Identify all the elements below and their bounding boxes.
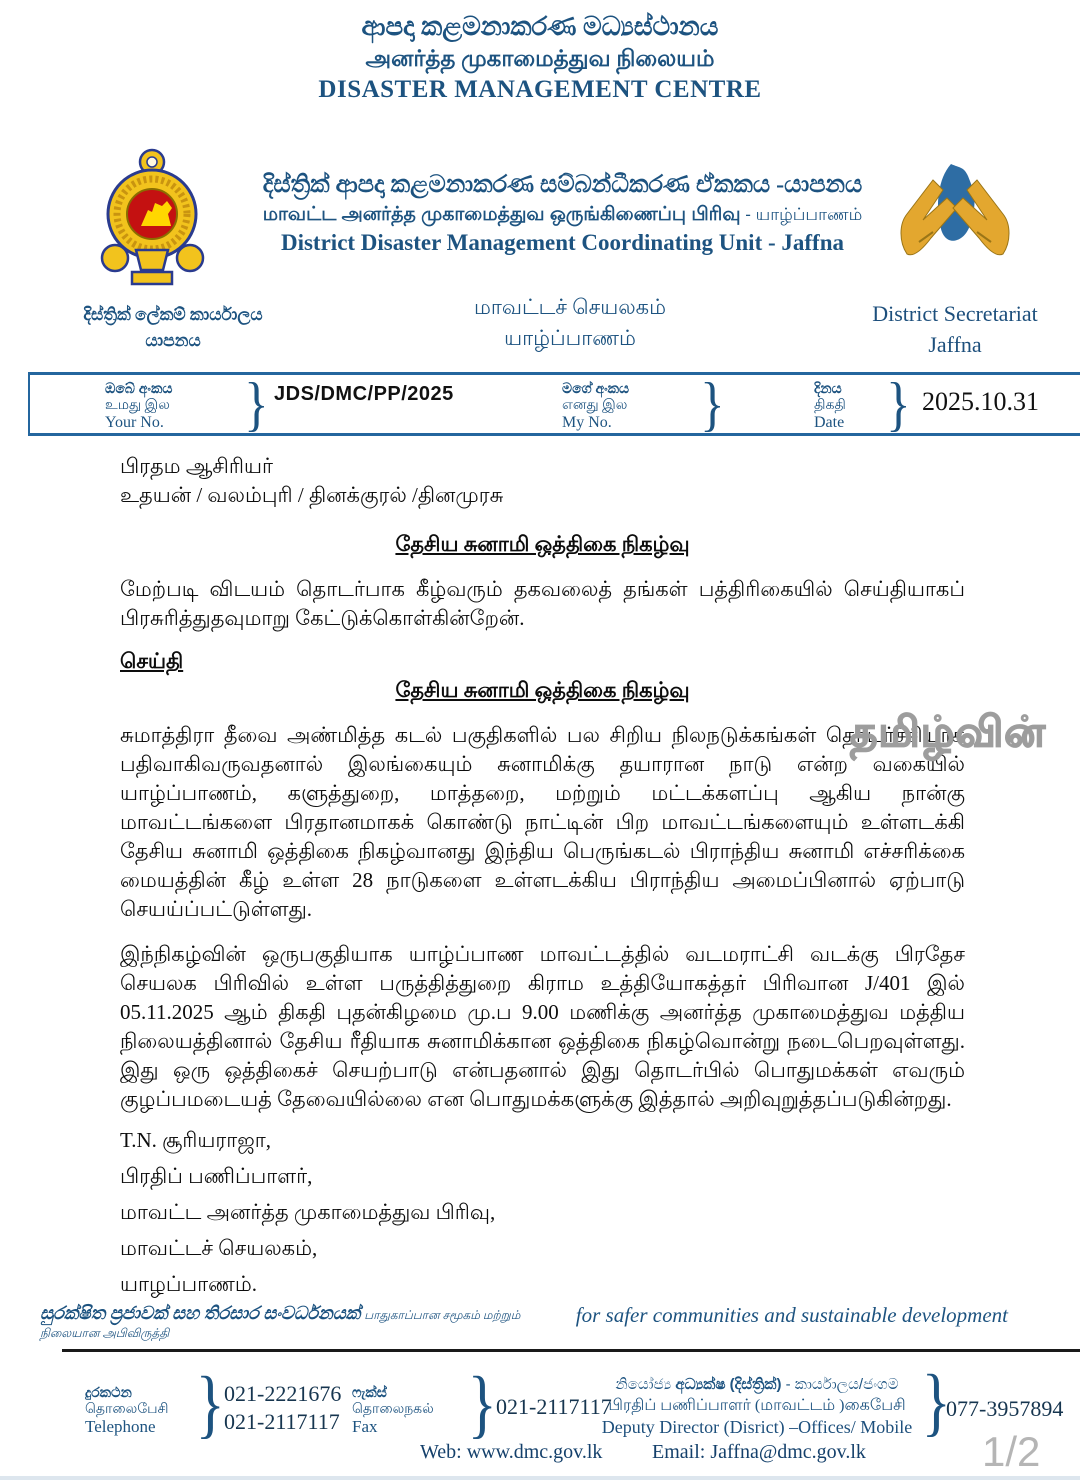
- brace-mobile: }: [921, 1360, 951, 1444]
- deputy-director-label-ta: பிரதிப் பணிப்பாளர் (மாவட்டம் )கைபேசி: [608, 1397, 906, 1414]
- signature-unit: மாவட்ட அனர்த்த முகாமைத்துவ பிரிவு,: [120, 1200, 496, 1224]
- deputy-director-label-en: Deputy Director (Disrict) –Offices/ Mobile: [601, 1417, 913, 1437]
- left-caption-line2: යාපනය: [145, 331, 201, 350]
- center-caption-line2: யாழ்ப்பாணம்: [504, 326, 636, 350]
- telephone-value-1: 021-2221676: [224, 1381, 342, 1406]
- fax-label-si: ෆැක්ස්: [352, 1384, 387, 1400]
- telephone-label: [85, 1384, 169, 1435]
- deputy-director-label: [598, 1376, 916, 1438]
- paragraph-1: மேற்படி விடயம் தொடர்பாக கீழ்வரும் தகவலைத் தங்கள் பத்திரிகையில் செய்தியாகப் பிரசுரித்துதவுமாறு கேட்டுக்கொள்கின்றேன்.: [120, 577, 965, 630]
- paragraph-2: சுமாத்திரா தீவை அண்மித்த கடல் பகுதிகளில் பல சிறிய நிலநடுக்கங்கள் தொடர்ச்சியாக பதிவாகிவருவதனால் இலங்கையும் சுனாமிக்கு தயாரான நாடு என்ற வகையில் யாழ்ப்பாணம், களுத்துறை, மாத்தறை, மற்றும் மட்டக்களப்பு ஆகிய நான்கு மாவட்டங்களை பிரதானமாகக் கொண்டு நாட்டின் பிற மாவட்டங்களையும் உள்ளடக்கி தேசிய சுனாமி ஒத்திகை நிகழ்வானது இந்திய பெருங்கடல் பிராந்திய சுனாமி எச்சரிக்கை மையத்தின் கீழ் உள்ள 28 நாடுகளை உள்ளடக்கிய பிராந்திய அமைப்பினால் ஏற்பாடு செயய்ப்பட்டுள்ளது.: [120, 723, 965, 921]
- org-title-tamil-suffix: - யாழ்ப்பாணம்: [740, 205, 863, 224]
- signature-place: யாழப்பாணம்.: [120, 1272, 257, 1296]
- fax-value: 021-2117117: [496, 1394, 612, 1419]
- date-value: 2025.10.31: [922, 387, 1039, 416]
- your-no-label-ta: உமது இல: [105, 398, 170, 413]
- fax-label-en: Fax: [352, 1417, 378, 1436]
- brace-fax: }: [467, 1362, 497, 1446]
- my-no-label-en: My No.: [562, 414, 612, 431]
- brace-date: }: [886, 371, 911, 437]
- signature-name: T.N. சூரியராஜா,: [120, 1128, 271, 1152]
- tagline-sinhala: සුරක්ෂිත ප්‍රජාවක් සහ තිරසාර සංවර්ධනයක්: [40, 1303, 361, 1323]
- org-title-sinhala: දිස්ත්‍රික් ආපදා කළමනාකරණ සම්බන්ධීකරණ ඒකකය -යාපනය: [262, 172, 863, 198]
- my-no-label: [562, 380, 629, 431]
- your-no-label-en: Your No.: [105, 414, 164, 431]
- paragraph-3: இந்நிகழ்வின் ஒருபகுதியாக யாழ்ப்பாண மாவட்டத்தில் வடமராட்சி வடக்கு பிரதேச செயலக பிரிவில் உள்ள பருத்தித்துறை கிராம உத்தியோகத்தர் பிரிவான J/401 இல் 05.11.2025 ஆம் திகதி புதன்கிழமை மு.ப 9.00 மணிக்கு அனர்த்த முகாமைத்துவ மத்திய நிலையத்தினால் தேசிய ரீதியாக சுனாமிக்கான ஒத்திகை நிகழ்வொன்று நடைபெறவுள்ளது. இது ஒரு ஒத்திகைச் செயற்பாடு என்பதனால் இது தொடர்பில் பொதுமக்கள் எவரும் குழப்பமடையத் தேவையில்லை என பொதுமக்களுக்கு இத்தால் அறிவுறுத்தப்படுகின்றது.: [120, 942, 965, 1111]
- telephone-label-en: Telephone: [85, 1417, 156, 1436]
- mobile-value: 077-3957894: [946, 1396, 1064, 1421]
- news-title: தேசிய சுனாமி ஒத்திகை நிகழ்வு: [395, 678, 690, 702]
- org-title-tamil: [235, 204, 890, 228]
- email-text: Email: Jaffna@dmc.gov.lk: [652, 1441, 866, 1463]
- date-label-ta: திகதி: [814, 398, 846, 413]
- brace-your-no: }: [244, 371, 269, 437]
- tagline-tamil: பாதுகாப்பான சமூகம் மற்றும் நிலையான அபிவிருத்தி: [40, 1308, 521, 1340]
- your-no-value: JDS/DMC/PP/2025: [274, 383, 454, 405]
- header-title-tamil: அனர்த்த முகாமைத்துவ நிலையம்: [365, 46, 715, 71]
- website-text: Web: www.dmc.gov.lk: [420, 1441, 603, 1463]
- dd-si-post: - කාර්යාලය/ජංගම: [781, 1376, 899, 1393]
- brace-my-no: }: [700, 371, 725, 437]
- addressee-line2: உதயன் / வலம்புரி / தினக்குரல் /தினமுரசு: [120, 483, 504, 507]
- telephone-values: [224, 1380, 341, 1436]
- page-number: 1/2: [982, 1428, 1041, 1475]
- telephone-label-si: දුරකථන: [85, 1384, 132, 1400]
- your-no-label: [105, 380, 172, 431]
- center-caption-line1: மாவட்டச் செயலகம்: [473, 295, 666, 319]
- footer-tagline: [40, 1303, 1008, 1342]
- deputy-director-label-si: [598, 1376, 916, 1393]
- left-logo-caption: [48, 302, 298, 354]
- brace-telephone: }: [195, 1362, 225, 1446]
- district-secretariat-english: [840, 298, 1070, 360]
- dd-si-pre: නියෝජ්‍ය: [615, 1376, 676, 1393]
- addressee-line1: பிரதம ஆசிரியர்: [120, 454, 273, 478]
- org-title-english: District Disaster Management Coordinating Unit - Jaffna: [280, 230, 845, 255]
- telephone-label-ta: தொலைபேசி: [85, 1402, 169, 1417]
- your-no-label-si: ඔබේ අංකය: [105, 380, 173, 396]
- tagline-english: for safer communities and sustainable development: [575, 1303, 1008, 1327]
- fax-label: [352, 1384, 434, 1435]
- signature-title: பிரதிப் பணிப்பாளர்,: [120, 1164, 313, 1188]
- dd-si-bold: අධ්‍යක්ෂ (දිස්ත්‍රික්): [675, 1376, 782, 1393]
- news-label: செய்தி: [120, 649, 184, 673]
- tamilwin-watermark: தமிழ்வின்: [850, 708, 1047, 755]
- right-caption-line2: Jaffna: [928, 332, 982, 357]
- subject-title: தேசிய சுனாமி ஒத்திகை நிகழ்வு: [395, 532, 690, 556]
- letter-body: [120, 452, 965, 1114]
- right-caption-line1: District Secretariat: [872, 301, 1038, 326]
- date-label-en: Date: [814, 414, 845, 431]
- org-title-tamil-bold: மாவட்ட அனர்த்த முகாமைத்துவ ஒருங்கிணைப்பு பிரிவு: [262, 204, 741, 225]
- district-secretariat-tamil: [350, 292, 790, 354]
- telephone-value-2: 021-2117117: [224, 1409, 340, 1434]
- signature-block: [120, 1128, 495, 1308]
- my-no-label-si: මගේ අංකය: [562, 380, 630, 396]
- left-caption-line1: දිස්ත්‍රික් ලේකම් කාර්යාලය: [83, 305, 263, 324]
- date-label-si: දිනය: [814, 380, 842, 396]
- fax-label-ta: தொலைநகல்: [352, 1402, 434, 1417]
- date-label: [814, 380, 846, 431]
- header-title-english: DISASTER MANAGEMENT CENTRE: [318, 76, 762, 103]
- signature-office: மாவட்டச் செயலகம்,: [120, 1236, 318, 1260]
- header-title-sinhala: ආපදා කළමනාකරණ මධ්‍යස්ථානය: [361, 12, 719, 41]
- dmc-hands-logo: [885, 158, 1025, 286]
- reference-row: [28, 372, 1080, 436]
- sri-lanka-emblem-logo: [95, 146, 210, 298]
- footer-divider: [62, 1349, 1080, 1352]
- page-bottom-edge: [0, 1476, 1080, 1480]
- my-no-label-ta: எனது இல: [562, 398, 628, 413]
